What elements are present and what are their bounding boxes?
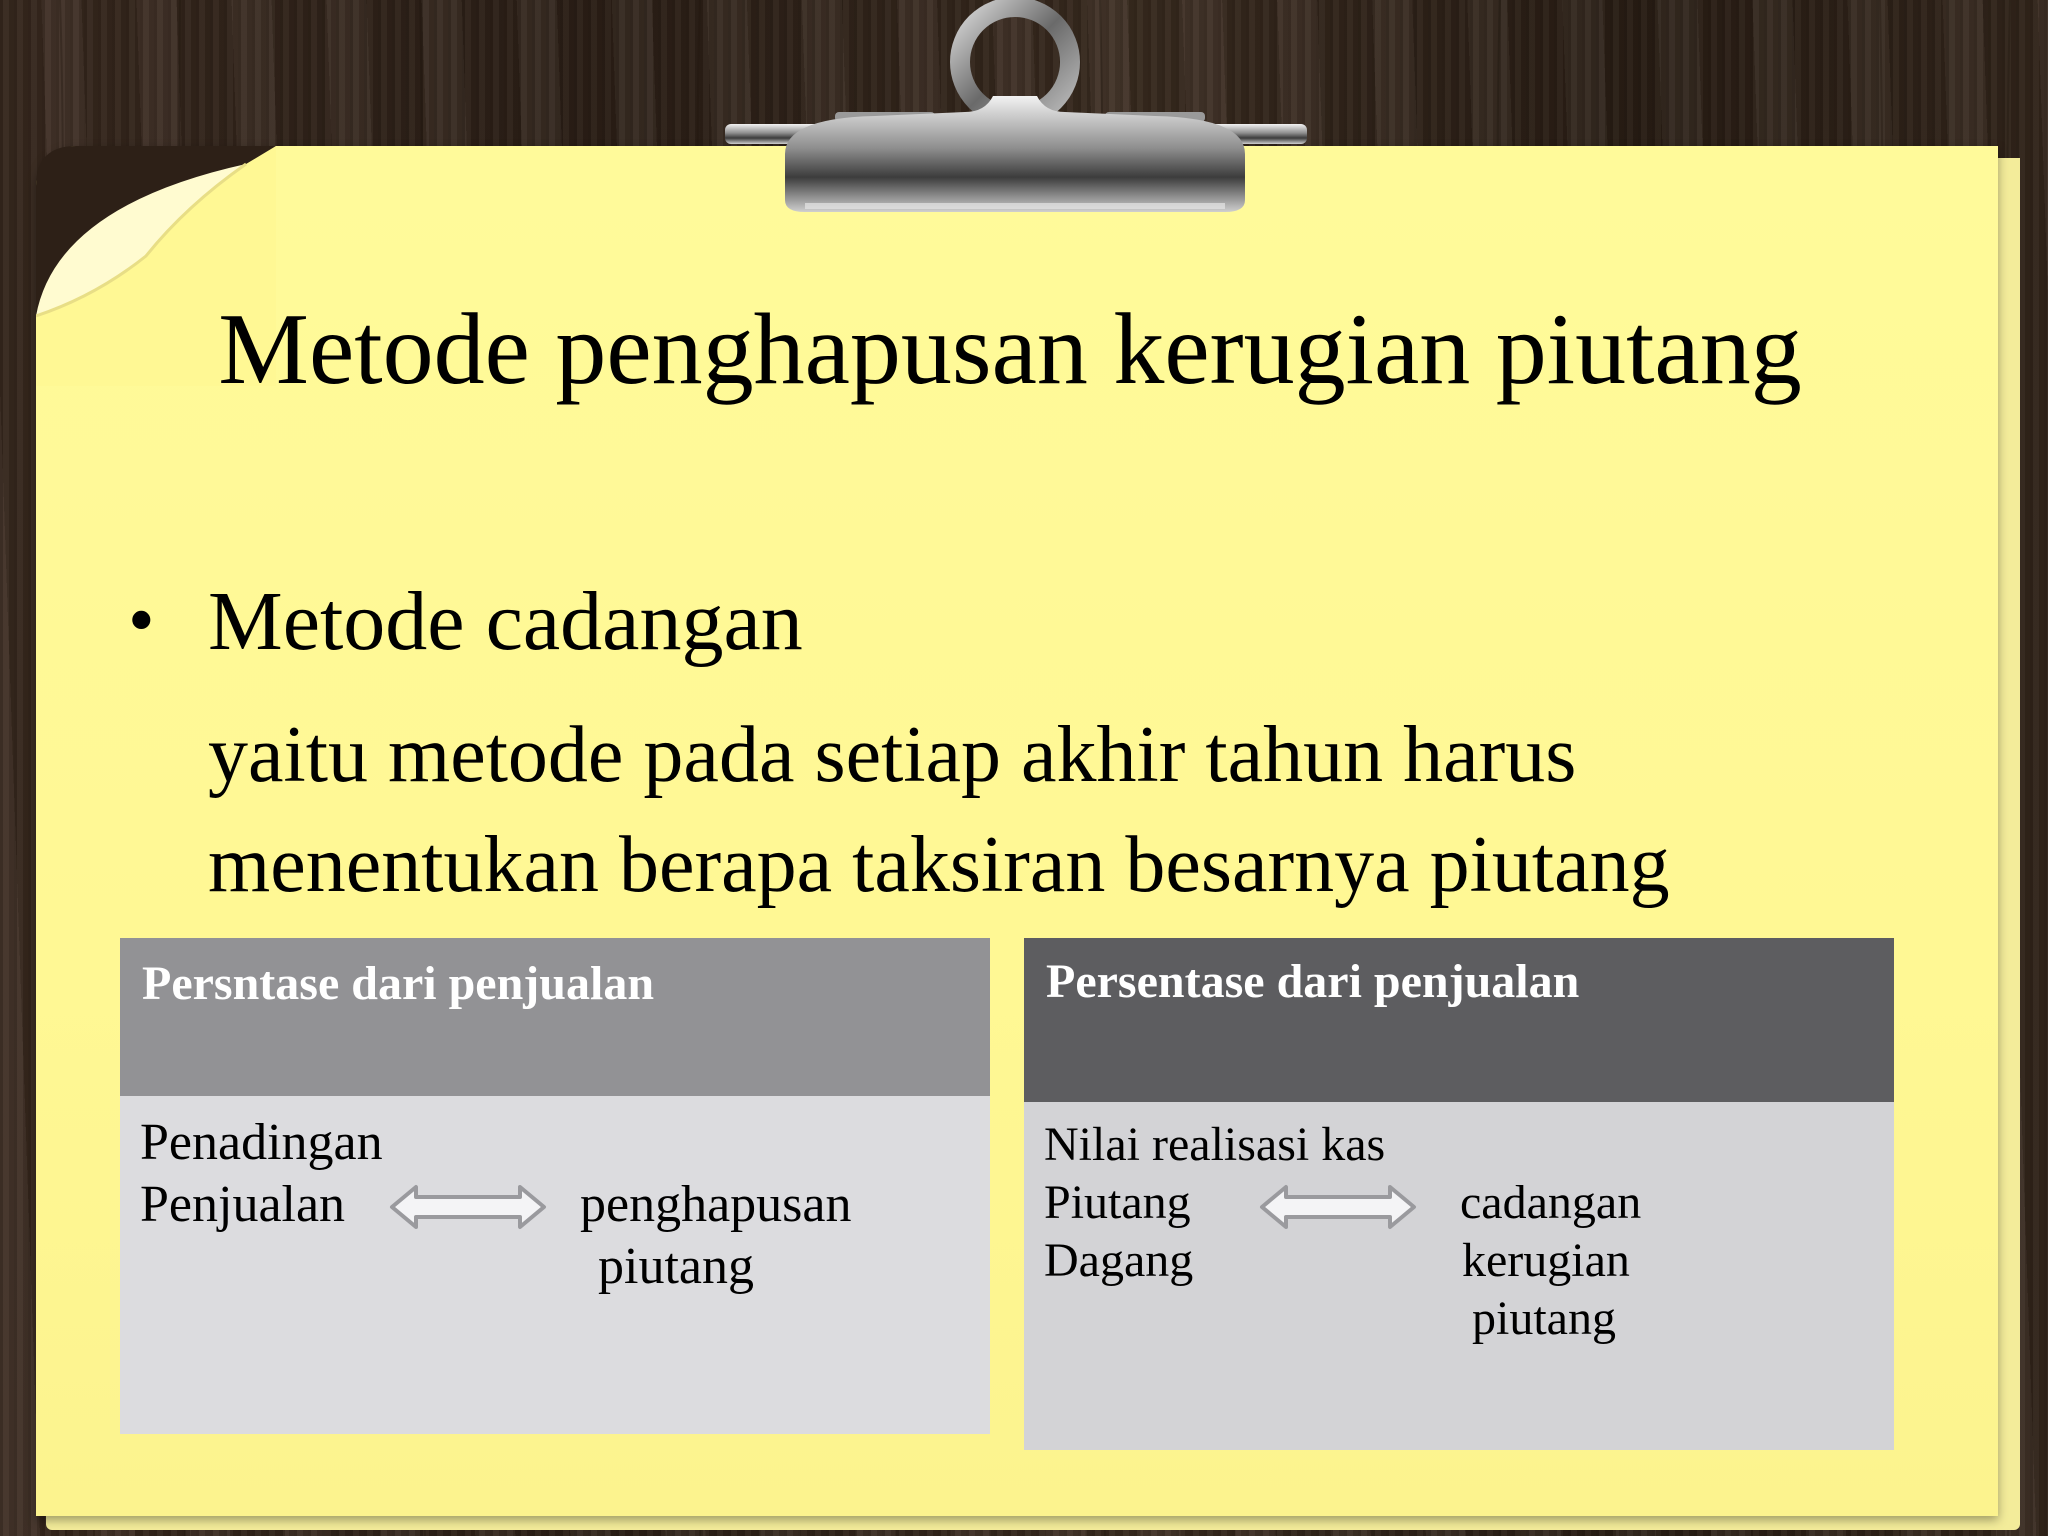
box-left-term: Penjualan (140, 1176, 346, 1233)
binder-clip-icon (725, 0, 1315, 230)
box-right-term: kerugian (1462, 1234, 1630, 1287)
bullet-marker: • (128, 578, 155, 662)
box-left-term: Penadingan (140, 1114, 383, 1171)
box-header: Persentase dari penjualan (1024, 938, 1894, 1102)
box-right-term: piutang (598, 1238, 754, 1295)
double-arrow-icon (388, 1182, 548, 1232)
bullet-heading: Metode cadangan (208, 575, 803, 668)
slide-title: Metode penghapusan kerugian piutang (218, 293, 1802, 406)
box-header: Persntase dari penjualan (120, 938, 990, 1096)
box-sales-percentage-allowance (1024, 938, 1894, 1450)
box-left-term: Piutang (1044, 1176, 1191, 1229)
box-right-term: cadangan (1460, 1176, 1642, 1229)
box-body (1024, 1102, 1894, 1450)
box-left-term: Dagang (1044, 1234, 1194, 1287)
box-sales-percentage (120, 938, 990, 1434)
box-top-line: Nilai realisasi kas (1044, 1118, 1386, 1171)
double-arrow-icon (1258, 1182, 1418, 1232)
box-body (120, 1096, 990, 1434)
box-right-term: piutang (1472, 1292, 1616, 1345)
bullet-body-text: yaitu metode pada setiap akhir tahun harus menentukan berapa taksiran besarnya piutang (208, 711, 1670, 909)
box-right-term: penghapusan (580, 1176, 852, 1233)
